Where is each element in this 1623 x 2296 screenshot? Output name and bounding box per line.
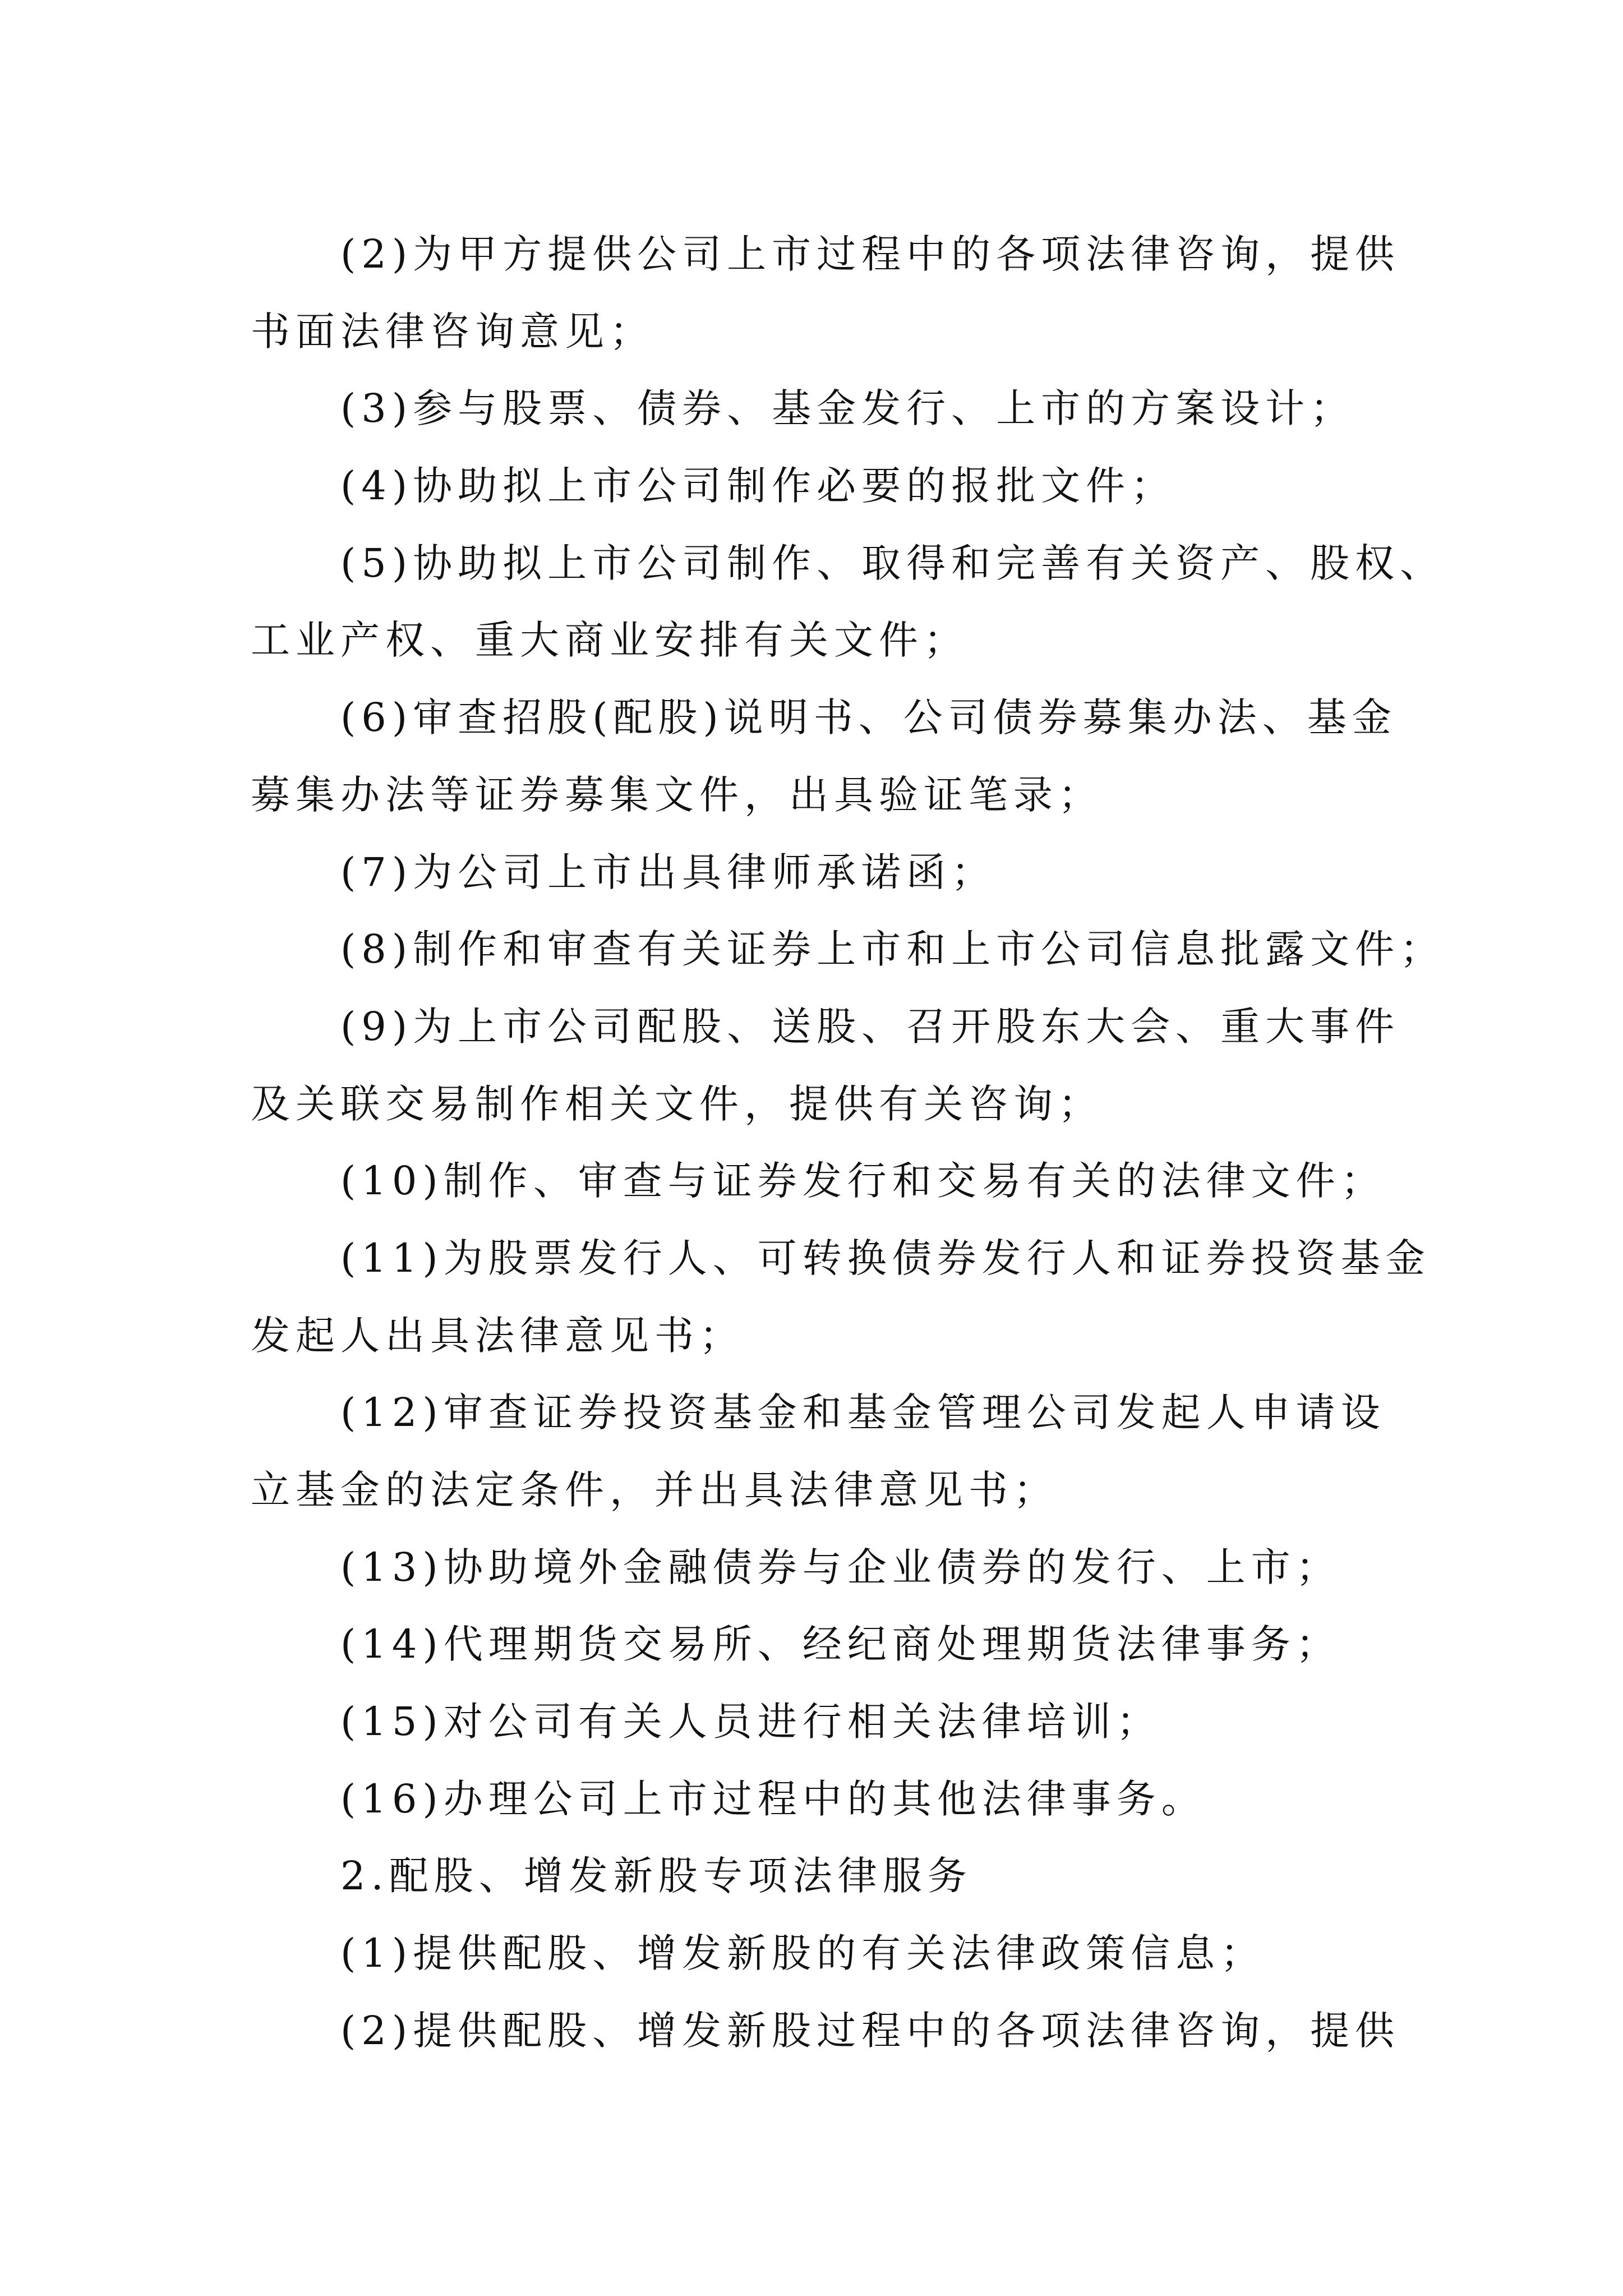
text-line: (15)对公司有关人员进行相关法律培训； (340, 1699, 1161, 1745)
text-line: 及关联交易制作相关文件，提供有关咨询； (251, 1080, 1103, 1127)
text-line: (5)协助拟上市公司制作、取得和完善有关资产、股权、 (340, 540, 1445, 586)
text-line: (3)参与股票、债券、基金发行、上市的方案设计； (340, 385, 1355, 432)
text-line: (14)代理期货交易所、经纪商处理期货法律事务； (340, 1621, 1341, 1668)
text-line: (11)为股票发行人、可转换债券发行人和证券投资基金 (340, 1235, 1431, 1281)
section-heading: 2.配股、增发新股专项法律服务 (340, 1853, 972, 1899)
text-line: 募集办法等证券募集文件，出具验证笔录； (251, 771, 1103, 818)
text-line: (12)审查证券投资基金和基金管理公司发起人申请设 (340, 1389, 1386, 1436)
text-line: (6)审查招股(配股)说明书、公司债券募集办法、基金 (340, 694, 1397, 741)
text-line: (13)协助境外金融债券与企业债券的发行、上市； (340, 1544, 1341, 1590)
document-body (251, 216, 1445, 2070)
text-line: (8)制作和审查有关证券上市和上市公司信息批露文件； (340, 926, 1445, 973)
text-line: 发起人出具法律意见书； (251, 1312, 744, 1359)
text-line: 书面法律咨询意见； (251, 308, 654, 355)
text-line: (10)制作、审查与证券发行和交易有关的法律文件； (340, 1158, 1386, 1204)
text-line: (16)办理公司上市过程中的其他法律事务。 (340, 1775, 1206, 1822)
text-line: 立基金的法定条件，并出具法律意见书； (251, 1467, 1058, 1513)
text-line: (9)为上市公司配股、送股、召开股东大会、重大事件 (340, 1003, 1400, 1050)
text-line: (2)提供配股、增发新股过程中的各项法律咨询，提供 (340, 2007, 1400, 2054)
text-line: 工业产权、重大商业安排有关文件； (251, 617, 969, 664)
text-line: (2)为甲方提供公司上市过程中的各项法律咨询，提供 (340, 231, 1400, 277)
text-line: (1)提供配股、增发新股的有关法律政策信息； (340, 1930, 1266, 1977)
text-line: (4)协助拟上市公司制作必要的报批文件； (340, 463, 1176, 509)
text-line: (7)为公司上市出具律师承诺函； (340, 849, 997, 895)
